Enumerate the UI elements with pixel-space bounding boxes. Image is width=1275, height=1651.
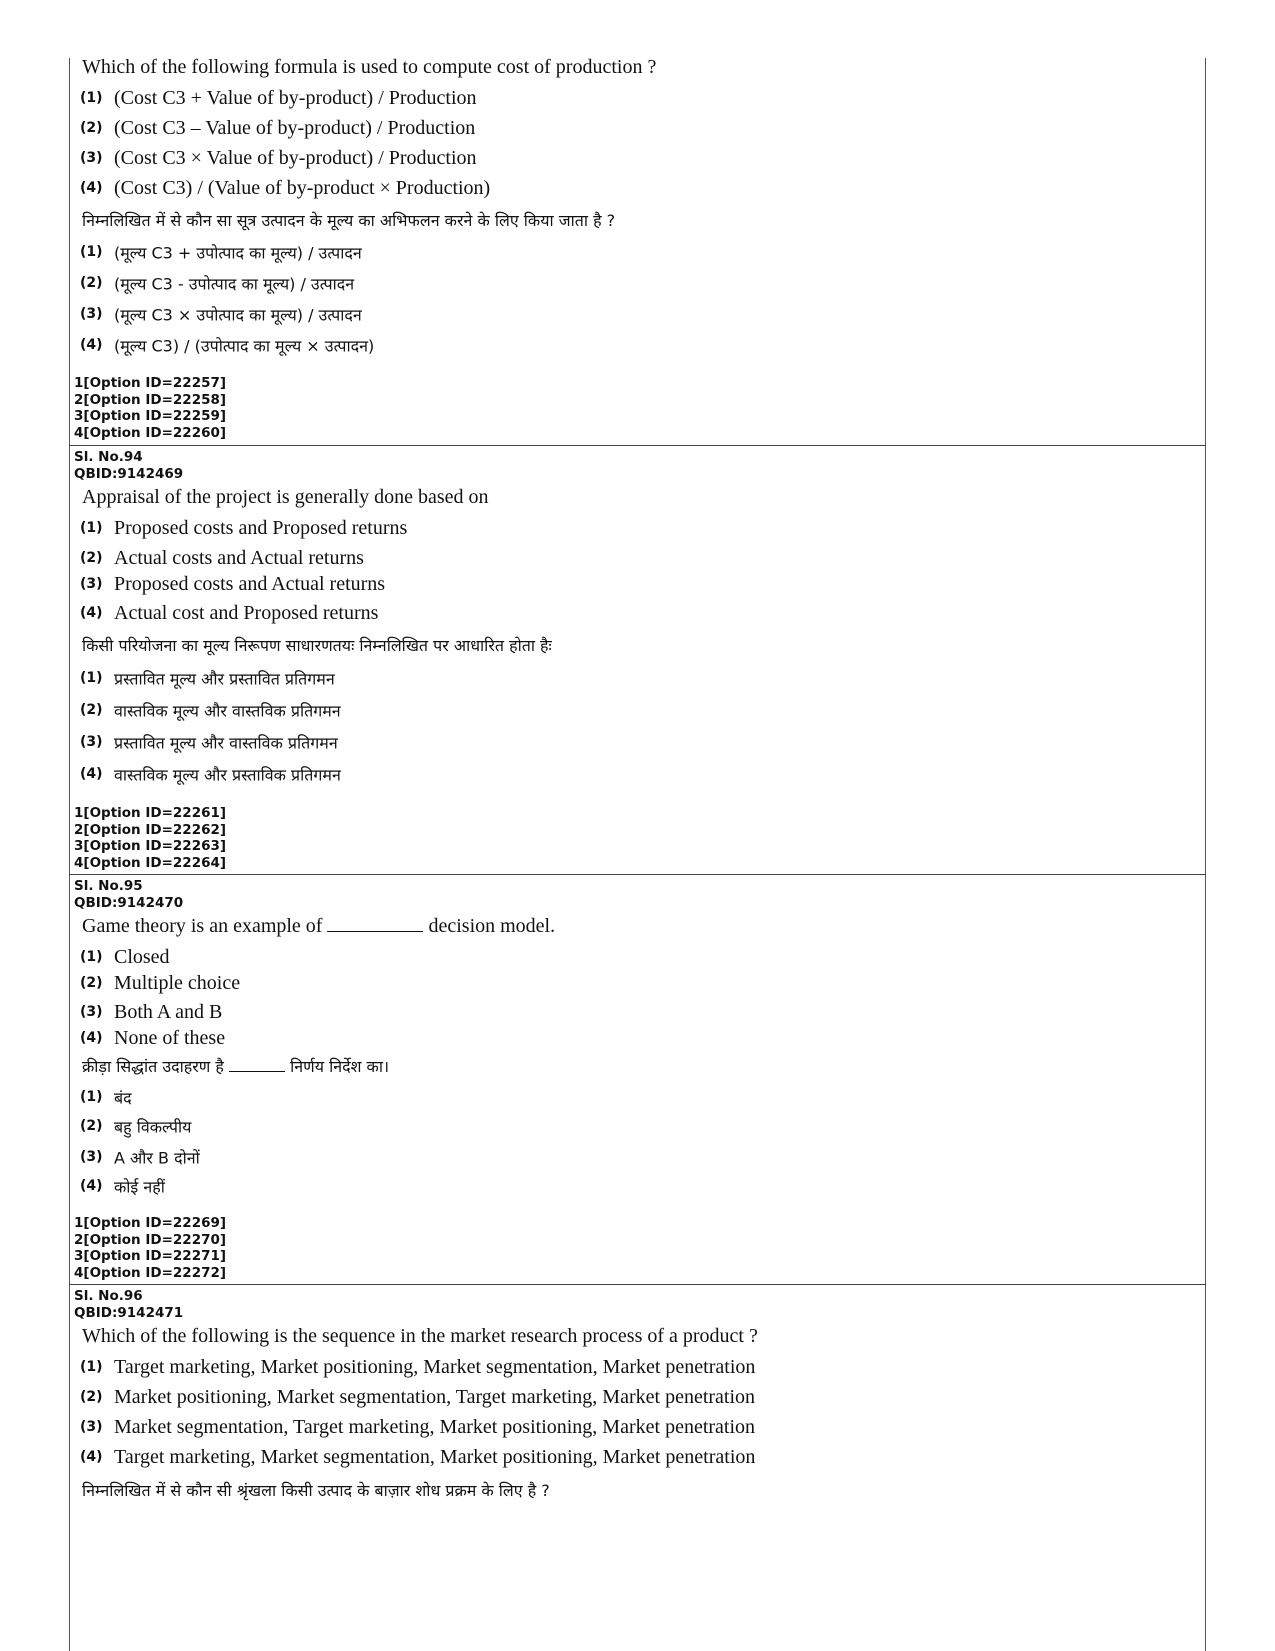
- q95-option-en-3: [80, 1000, 222, 1024]
- option-text: Proposed costs and Actual returns: [114, 572, 386, 595]
- option-text: Proposed costs and Proposed returns: [114, 516, 408, 539]
- q93-option-hi-3: [80, 302, 362, 325]
- q94-question-en: Appraisal of the project is generally done based on: [82, 486, 489, 508]
- option-number: (2): [80, 550, 103, 567]
- option-number: (4): [80, 1449, 103, 1466]
- option-text: (Cost C3 × Value of by-product) / Production: [114, 146, 477, 169]
- q93-option-en-2: [80, 116, 475, 140]
- question-text: क्रीड़ा सिद्धांत उदाहरण है: [82, 1057, 224, 1076]
- divider: [69, 1284, 1206, 1285]
- question-text: निर्णय निर्देश का।: [290, 1057, 390, 1076]
- q94-question-hi: किसी परियोजना का मूल्य निरूपण साधारणतयः निम्नलिखित पर आधारित होता हैः: [82, 636, 552, 655]
- option-text: Both A and B: [114, 1000, 223, 1023]
- option-text: Closed: [114, 945, 170, 968]
- option-text: Multiple choice: [114, 971, 241, 994]
- option-id: 2[Option ID=22270]: [74, 1231, 227, 1248]
- option-number: (2): [80, 975, 103, 992]
- page-frame: [69, 58, 1206, 1651]
- q93-option-en-1: [80, 86, 477, 110]
- option-text: (Cost C3) / (Value of by-product × Production): [114, 176, 491, 199]
- q95-option-ids: [74, 1215, 226, 1281]
- option-id: 3[Option ID=22263]: [74, 838, 227, 854]
- option-text: प्रस्तावित मूल्य और प्रस्तावित प्रतिगमन: [114, 669, 335, 689]
- q95-question-en: [82, 915, 555, 938]
- q94-option-en-2: [80, 546, 364, 570]
- option-number: (4): [80, 766, 103, 783]
- q94-option-ids: [74, 805, 226, 871]
- option-id: 3[Option ID=22259]: [74, 408, 227, 424]
- serial-number: Sl. No.94: [74, 449, 143, 465]
- q96-header: [74, 1288, 183, 1321]
- q93-question-en: Which of the following formula is used to compute cost of production ?: [82, 56, 657, 78]
- option-number: (3): [80, 1004, 103, 1021]
- option-number: (2): [80, 120, 103, 137]
- q95-option-en-1: [80, 945, 170, 969]
- serial-number: Sl. No.95: [74, 878, 143, 894]
- q96-option-en-2: [80, 1385, 755, 1409]
- option-id: 4[Option ID=22272]: [74, 1264, 227, 1281]
- option-text: बहु विकल्पीय: [114, 1117, 192, 1137]
- option-number: (3): [80, 1419, 103, 1436]
- option-id: 4[Option ID=22260]: [74, 424, 227, 441]
- option-text: कोई नहीं: [114, 1177, 165, 1197]
- q95-option-hi-1: [80, 1085, 132, 1108]
- q96-question-hi: निम्नलिखित में से कौन सी श्रृंखला किसी उत्पाद के बाज़ार शोध प्रक्रम के लिए है ?: [82, 1481, 550, 1500]
- option-text: Target marketing, Market segmentation, Market positioning, Market penetration: [114, 1445, 756, 1468]
- option-number: (3): [80, 734, 103, 751]
- q96-option-en-4: [80, 1445, 755, 1469]
- option-text: वास्तविक मूल्य और प्रस्ताविक प्रतिगमन: [114, 765, 341, 785]
- option-number: (1): [80, 244, 103, 261]
- q93-option-ids: [74, 375, 226, 441]
- q96-option-en-3: [80, 1415, 755, 1439]
- q94-header: [74, 449, 183, 482]
- qbid: QBID:9142470: [74, 894, 184, 911]
- option-text: A और B दोनों: [114, 1148, 200, 1168]
- option-text: None of these: [114, 1026, 226, 1049]
- q95-option-hi-2: [80, 1114, 191, 1137]
- option-text: Market segmentation, Target marketing, Market positioning, Market penetration: [114, 1415, 756, 1438]
- option-text: (Cost C3 – Value of by-product) / Production: [114, 116, 476, 139]
- option-number: (1): [80, 670, 103, 687]
- q93-option-hi-4: [80, 333, 374, 356]
- q94-option-hi-3: [80, 730, 338, 753]
- divider: [69, 445, 1206, 446]
- q95-option-en-2: [80, 971, 240, 995]
- question-text: decision model.: [428, 915, 556, 937]
- q94-option-en-4: [80, 601, 378, 625]
- option-number: (3): [80, 576, 103, 593]
- option-number: (2): [80, 702, 103, 719]
- option-number: (4): [80, 605, 103, 622]
- q95-option-en-4: [80, 1026, 225, 1050]
- q94-option-hi-4: [80, 762, 341, 785]
- option-number: (1): [80, 520, 103, 537]
- qbid: QBID:9142469: [74, 465, 184, 482]
- option-number: (1): [80, 949, 103, 966]
- option-number: (4): [80, 1178, 103, 1195]
- fill-blank: [327, 931, 423, 932]
- q95-option-hi-3: [80, 1145, 200, 1168]
- q95-header: [74, 878, 183, 911]
- option-number: (2): [80, 275, 103, 292]
- q94-option-en-3: [80, 572, 385, 596]
- option-number: (1): [80, 1359, 103, 1376]
- fill-blank: [229, 1071, 285, 1072]
- option-number: (2): [80, 1389, 103, 1406]
- option-number: (2): [80, 1118, 103, 1135]
- option-text: Market positioning, Market segmentation, Target marketing, Market penetration: [114, 1385, 756, 1408]
- option-id: 4[Option ID=22264]: [74, 854, 227, 871]
- option-number: (1): [80, 1089, 103, 1106]
- option-text: Target marketing, Market positioning, Market segmentation, Market penetration: [114, 1355, 756, 1378]
- q95-question-hi: [82, 1055, 389, 1077]
- q93-option-en-4: [80, 176, 490, 200]
- option-id: 1[Option ID=22261]: [74, 805, 227, 821]
- option-number: (1): [80, 90, 103, 107]
- option-text: (मूल्य C3) / (उपोत्पाद का मूल्य × उत्पादन): [114, 336, 375, 356]
- option-text: (मूल्य C3 + उपोत्पाद का मूल्य) / उत्पादन: [114, 243, 362, 263]
- option-text: (मूल्य C3 × उपोत्पाद का मूल्य) / उत्पादन: [114, 305, 362, 325]
- option-number: (3): [80, 150, 103, 167]
- q93-option-hi-1: [80, 240, 362, 263]
- q93-option-hi-2: [80, 271, 354, 294]
- option-id: 3[Option ID=22271]: [74, 1248, 227, 1264]
- option-text: Actual cost and Proposed returns: [114, 601, 379, 624]
- option-number: (4): [80, 180, 103, 197]
- option-id: 2[Option ID=22258]: [74, 391, 227, 408]
- serial-number: Sl. No.96: [74, 1288, 143, 1304]
- option-id: 2[Option ID=22262]: [74, 821, 227, 838]
- divider: [69, 874, 1206, 875]
- q96-option-en-1: [80, 1355, 755, 1379]
- option-text: (Cost C3 + Value of by-product) / Production: [114, 86, 477, 109]
- option-text: प्रस्तावित मूल्य और वास्तविक प्रतिगमन: [114, 733, 338, 753]
- q94-option-en-1: [80, 516, 407, 540]
- q93-question-hi: निम्नलिखित में से कौन सा सूत्र उत्पादन के मूल्य का अभिफलन करने के लिए किया जाता है ?: [82, 211, 616, 230]
- question-text: Game theory is an example of: [82, 915, 323, 937]
- q95-option-hi-4: [80, 1174, 165, 1197]
- option-text: वास्तविक मूल्य और वास्तविक प्रतिगमन: [114, 701, 341, 721]
- q96-question-en: Which of the following is the sequence in the market research process of a product ?: [82, 1325, 758, 1347]
- option-number: (3): [80, 306, 103, 323]
- option-number: (4): [80, 1030, 103, 1047]
- q94-option-hi-1: [80, 666, 335, 689]
- option-id: 1[Option ID=22269]: [74, 1215, 227, 1231]
- q93-option-en-3: [80, 146, 477, 170]
- qbid: QBID:9142471: [74, 1304, 184, 1321]
- option-text: (मूल्य C3 - उपोत्पाद का मूल्य) / उत्पादन: [114, 274, 355, 294]
- option-text: Actual costs and Actual returns: [114, 546, 364, 569]
- q94-option-hi-2: [80, 698, 341, 721]
- option-number: (4): [80, 337, 103, 354]
- option-number: (3): [80, 1149, 103, 1166]
- option-id: 1[Option ID=22257]: [74, 375, 227, 391]
- option-text: बंद: [114, 1088, 132, 1108]
